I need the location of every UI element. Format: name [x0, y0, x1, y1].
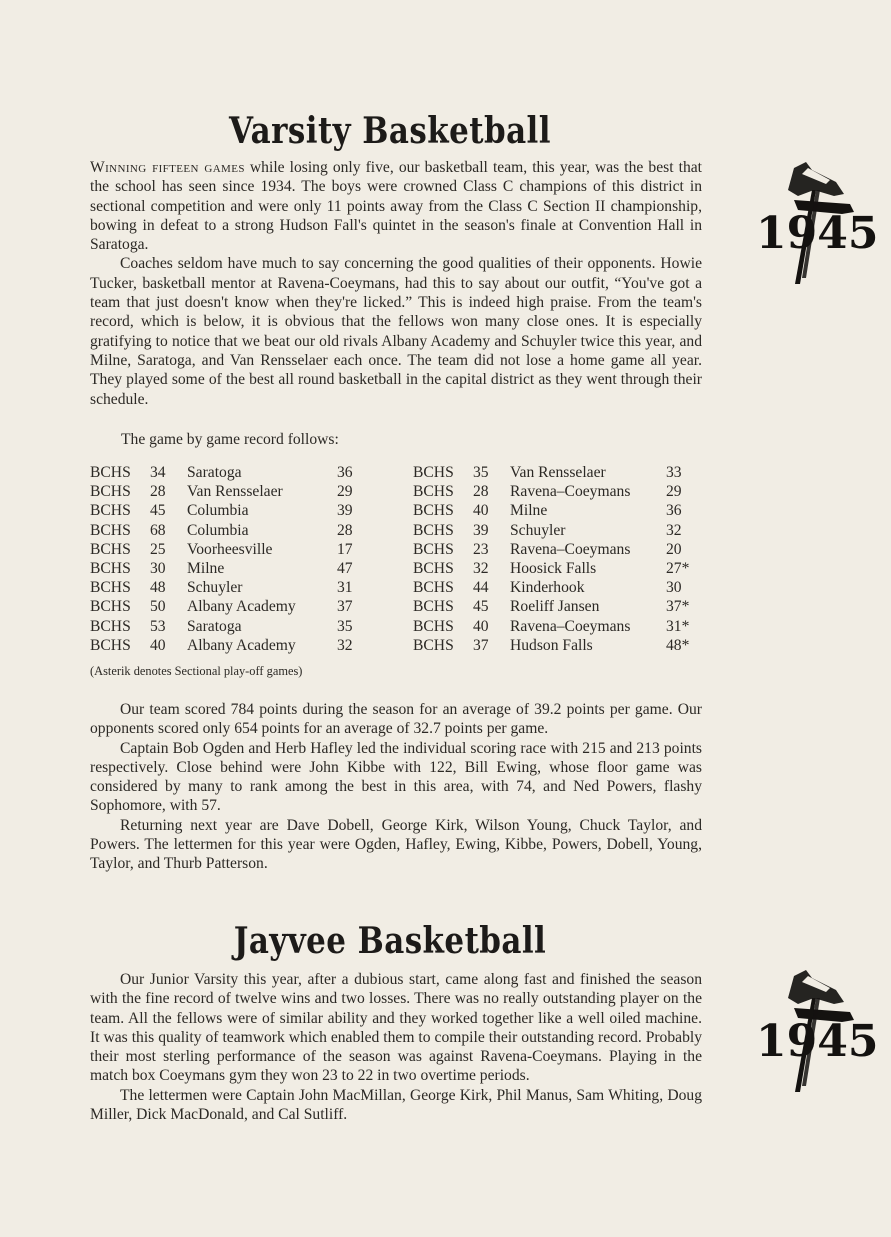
- opponent-score: 32: [337, 636, 353, 654]
- game-row: [413, 559, 696, 578]
- team-score: 39: [473, 521, 489, 539]
- team-score: 30: [150, 560, 166, 578]
- team-score: 28: [150, 483, 166, 501]
- opponent-score: 36: [666, 502, 682, 520]
- opponent-name: Ravena–Coeymans: [510, 617, 631, 635]
- team-name: BCHS: [413, 521, 454, 539]
- game-row: [413, 597, 696, 616]
- opponent-name: Saratoga: [187, 464, 242, 481]
- game-row: [413, 463, 696, 482]
- opponent-name: Schuyler: [510, 521, 566, 539]
- team-score: 48: [150, 579, 166, 597]
- opponent-name: Hudson Falls: [510, 636, 593, 654]
- team-name: BCHS: [413, 579, 454, 597]
- team-score: 40: [473, 502, 489, 520]
- opponent-score: 29: [666, 483, 682, 501]
- opponent-score: 17: [337, 540, 353, 558]
- varsity-paragraph-4: Captain Bob Ogden and Herb Hafley led the individual scoring race with 215 and 213 points respectively. Close behind were John Kibbe with 122, Bill Ewing, whose floor game was considered by many to rank among the best in this area, with 74, and Ned Powers, flashy Sophomore, with 57.: [90, 739, 702, 815]
- opponent-score: 35: [337, 617, 353, 635]
- team-score: 45: [473, 598, 489, 616]
- team-name: BCHS: [90, 617, 131, 635]
- team-score: 68: [150, 521, 166, 539]
- logo-year-text: 1945: [756, 1016, 879, 1067]
- team-name: BCHS: [413, 464, 454, 481]
- team-score: 23: [473, 540, 489, 558]
- game-row: [90, 617, 367, 636]
- team-name: BCHS: [90, 502, 131, 520]
- team-name: BCHS: [90, 540, 131, 558]
- game-row: [90, 578, 367, 597]
- record-intro: The game by game record follows:: [121, 431, 339, 448]
- team-score: 37: [473, 636, 489, 654]
- team-name: BCHS: [413, 636, 454, 654]
- game-row: [90, 559, 367, 578]
- team-name: BCHS: [90, 464, 131, 481]
- opponent-score: 39: [337, 502, 353, 520]
- opponent-name: Milne: [510, 502, 548, 520]
- game-row: [413, 521, 696, 540]
- varsity-paragraph-5: Returning next year are Dave Dobell, George Kirk, Wilson Young, Chuck Taylor, and Powers. The lettermen for this year were Ogden, Hafley, Ewing, Kibbe, Powers, Dobell, Young, Taylor, and Thurb Patterson.: [90, 816, 702, 873]
- team-score: 45: [150, 502, 166, 520]
- team-name: BCHS: [90, 579, 131, 597]
- team-score: 50: [150, 598, 166, 616]
- game-row: [413, 617, 696, 636]
- team-name: BCHS: [413, 598, 454, 616]
- game-record-table-left: [90, 463, 367, 655]
- game-record-table-right: [413, 463, 696, 655]
- opponent-score: 31*: [666, 617, 690, 635]
- opponent-name: Voorheesville: [187, 540, 273, 558]
- team-name: BCHS: [413, 560, 454, 578]
- game-row: [90, 540, 367, 559]
- opponent-name: Columbia: [187, 502, 249, 520]
- opponent-score: 28: [337, 521, 353, 539]
- team-name: BCHS: [413, 483, 454, 501]
- team-score: 32: [473, 560, 489, 578]
- opponent-name: Schuyler: [187, 579, 243, 597]
- opponent-score: 32: [666, 521, 682, 539]
- opponent-name: Albany Academy: [187, 636, 296, 654]
- jayvee-paragraphs: [90, 970, 702, 1124]
- opponent-name: Milne: [187, 560, 225, 578]
- game-row: [90, 463, 367, 482]
- opponent-name: Ravena–Coeymans: [510, 540, 631, 558]
- jayvee-paragraph-2: The lettermen were Captain John MacMillan, George Kirk, Phil Manus, Sam Whiting, Doug Miller, Dick MacDonald, and Cal Sutliff.: [90, 1086, 702, 1124]
- team-name: BCHS: [90, 483, 131, 501]
- varsity-paragraph-1: [90, 158, 702, 254]
- team-score: 40: [150, 636, 166, 654]
- game-row: [90, 482, 367, 501]
- opponent-name: Ravena–Coeymans: [510, 483, 631, 501]
- record-footnote: (Asterik denotes Sectional play-off games): [90, 664, 303, 678]
- opponent-name: Columbia: [187, 521, 249, 539]
- game-row: [413, 540, 696, 559]
- team-name: BCHS: [90, 636, 131, 654]
- game-row: [90, 501, 367, 520]
- team-score: 44: [473, 579, 489, 597]
- game-row: [413, 636, 696, 655]
- varsity-intro-paragraphs: [90, 158, 702, 409]
- varsity-paragraph-2: Coaches seldom have much to say concerning the good qualities of their opponents. Howie Tucker, basketball mentor at Ravena-Coeymans, had this to say about our outfit, “You've got a team that just doesn't know when they're licked.” This is indeed high praise. From the team's record, which is below, it is obvious that the fellows won many close ones. It is especially gratifying to notice that we beat our old rivals Albany Academy and Schuyler twice this year, and Milne, Saratoga, and Van Rensselaer each once. The team did not lose a home game all year. They played some of the best all round basketball in the capital district as they went through their schedule.: [90, 255, 702, 408]
- team-name: BCHS: [90, 598, 131, 616]
- team-name: BCHS: [413, 502, 454, 520]
- varsity-paragraph-3: Our team scored 784 points during the season for an average of 39.2 points per game. Our opponents scored only 654 points for an average of 32.7 points per game.: [90, 701, 702, 738]
- opponent-name: Albany Academy: [187, 598, 296, 616]
- opponent-score: 29: [337, 483, 353, 501]
- varsity-lead-smallcaps: Winning fifteen games: [90, 159, 245, 176]
- signpost-1945-icon: [754, 968, 879, 1094]
- opponent-name: Van Rensselaer: [187, 483, 283, 501]
- opponent-name: Kinderhook: [510, 579, 585, 597]
- team-score: 25: [150, 540, 166, 558]
- opponent-name: Saratoga: [187, 617, 242, 635]
- team-score: 53: [150, 617, 166, 635]
- opponent-score: 37*: [666, 598, 690, 616]
- game-row: [90, 636, 367, 655]
- team-score: 34: [150, 464, 166, 481]
- team-name: BCHS: [90, 560, 131, 578]
- opponent-score: 20: [666, 540, 682, 558]
- game-row: [413, 501, 696, 520]
- team-score: 35: [473, 464, 489, 481]
- signpost-1945-icon: [754, 160, 879, 286]
- game-row: [413, 578, 696, 597]
- game-row: [90, 521, 367, 540]
- varsity-title: Varsity Basketball: [229, 110, 551, 152]
- opponent-score: 47: [337, 560, 353, 578]
- varsity-paragraph-1-text: while losing only five, our basketball team, this year, was the best that the school has seen since 1934. The boys were crowned Class C champions of this district in sectional competition and were only 11 points away from the Class C Section II championship, bowing in defeat to a strong Hudson Fall's quintet in the season's finale at Convention Hall in Saratoga.: [90, 159, 702, 254]
- team-score: 28: [473, 483, 489, 501]
- opponent-name: Van Rensselaer: [510, 464, 606, 481]
- game-row: [413, 482, 696, 501]
- opponent-score: 33: [666, 464, 682, 481]
- game-row: [90, 597, 367, 616]
- opponent-score: 48*: [666, 636, 690, 654]
- opponent-name: Roeliff Jansen: [510, 598, 600, 616]
- team-score: 40: [473, 617, 489, 635]
- team-name: BCHS: [413, 540, 454, 558]
- team-name: BCHS: [413, 617, 454, 635]
- jayvee-paragraph-1: Our Junior Varsity this year, after a dubious start, came along fast and finished the season with the fine record of twelve wins and two losses. There was no really outstanding player on the team. All the fellows were of similar ability and they worked together like a well oiled machine. It was this quality of teamwork which enabled them to compile their outstanding record. Probably their most sterling performance of the season was against Ravena-Coeymans. Playing in the match box Coeymans gym they won 23 to 22 in two overtime periods.: [90, 971, 702, 1085]
- opponent-score: 36: [337, 464, 353, 481]
- opponent-score: 27*: [666, 560, 690, 578]
- team-name: BCHS: [90, 521, 131, 539]
- opponent-score: 31: [337, 579, 353, 597]
- opponent-score: 37: [337, 598, 353, 616]
- varsity-summary-paragraphs: [90, 700, 702, 874]
- jayvee-title: Jayvee Basketball: [233, 920, 547, 962]
- logo-year-text: 1945: [756, 208, 879, 259]
- opponent-name: Hoosick Falls: [510, 560, 597, 578]
- opponent-score: 30: [666, 579, 682, 597]
